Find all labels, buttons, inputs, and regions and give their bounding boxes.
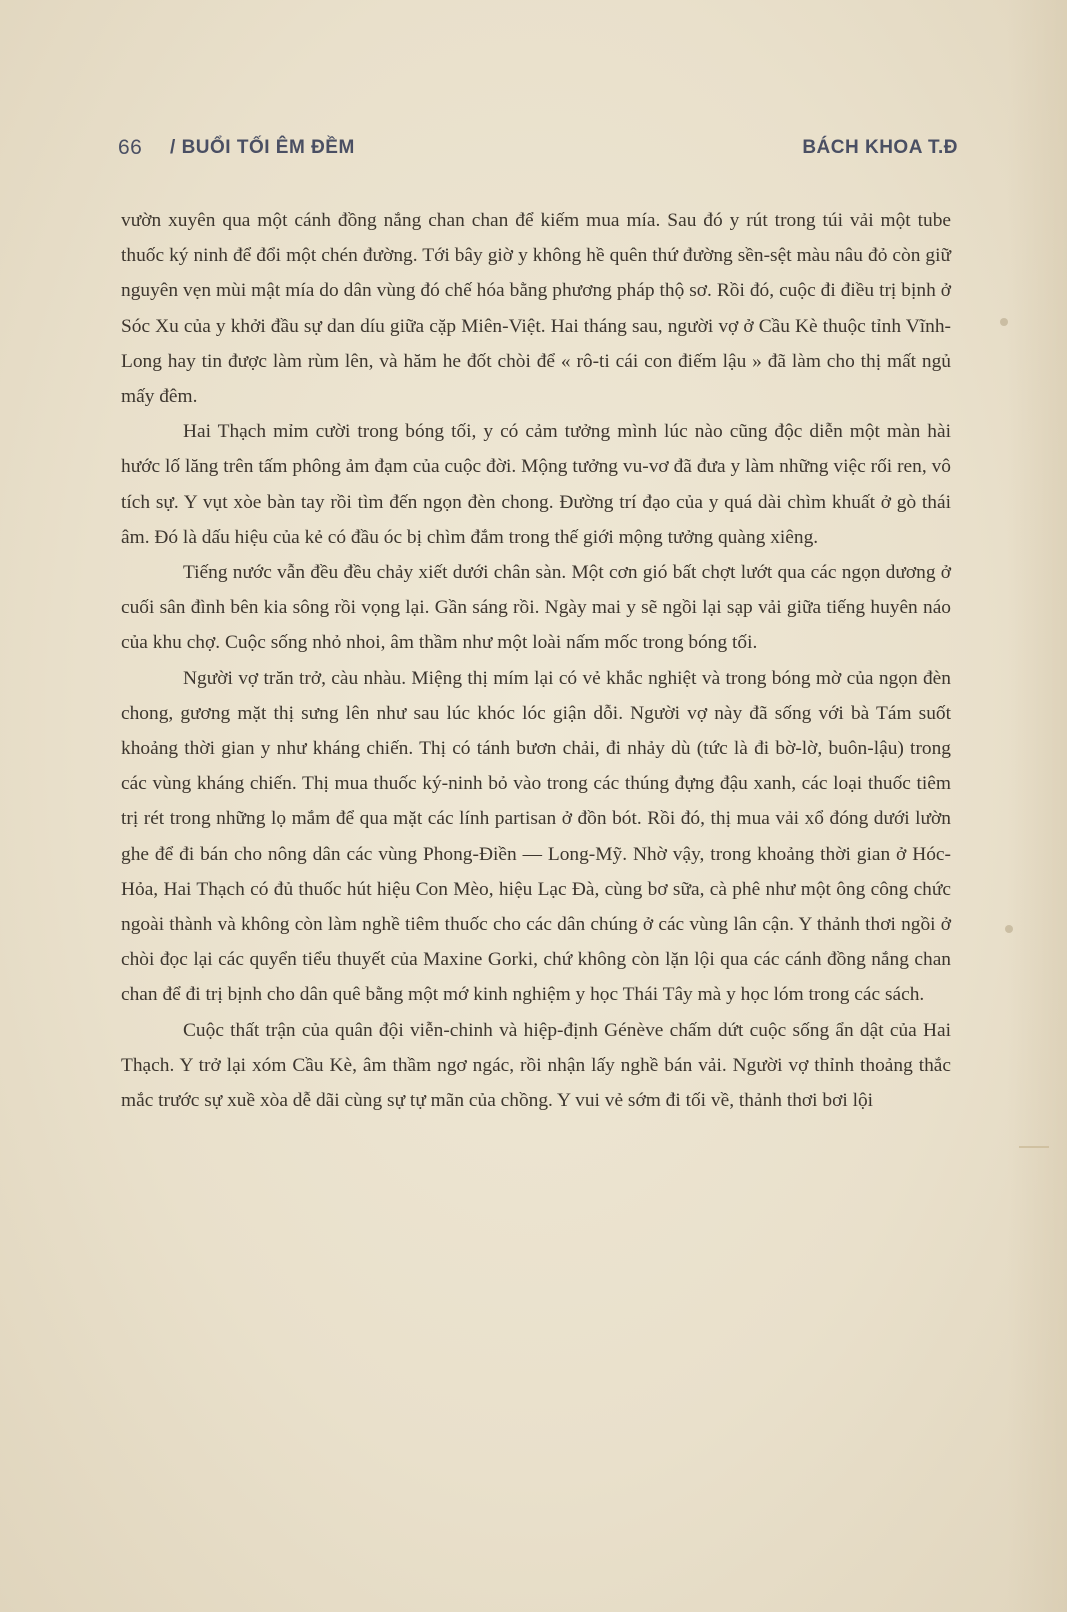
paragraph: Hai Thạch mỉm cười trong bóng tối, y có cảm tưởng mình lúc nào cũng độc diễn một màn hài hước lố lăng trên tấm phông ảm đạm của cuộc đời. Mộng tưởng vu-vơ đã đưa y làm những việc rối ren, vô tích sự. Y vụt xòe bàn tay rồi tìm đến ngọn đèn chong. Đường trí đạo của y quá dài chìm khuất ở gò thái âm. Đó là dấu hiệu của kẻ có đầu óc bị chìm đắm trong thế giới mộng tưởng quàng xiêng. [121,421,951,548]
paragraph: Tiếng nước vẫn đều đều chảy xiết dưới chân sàn. Một cơn gió bất chợt lướt qua các ngọn dương ở cuối sân đình bên kia sông rồi vọng lại. Gần sáng rồi. Ngày mai y sẽ ngồi lại sạp vải giữa tiếng huyên náo của khu chợ. Cuộc sống nhỏ nhoi, âm thầm như một loài nấm mốc trong bóng tối. [121,562,951,654]
magazine-name: BÁCH KHOA T.Đ [802,137,958,158]
running-title [170,137,355,159]
page-number: 66 [118,136,143,159]
page-edge-shading [1007,0,1067,1612]
paragraph: Cuộc thất trận của quân đội viễn-chinh và hiệp-định Génève chấm dứt cuộc sống ẩn dật của Hai Thạch. Y trở lại xóm Cầu Kè, âm thầm ngơ ngác, rồi nhận lấy nghề bán vải. Người vợ thỉnh thoảng thắc mắc trước sự xuề xòa dễ dãi cùng sự tự mãn của chồng. Y vui vẻ sớm đi tối về, thảnh thơi bơi lội [121,1019,951,1112]
paper-tear-mark [1019,1130,1049,1148]
paragraph: Người vợ trăn trở, càu nhàu. Miệng thị mím lại có vẻ khắc nghiệt và trong bóng mờ của ngọn đèn chong, gương mặt thị sưng lên như sau lúc khóc lóc giận dỗi. Người vợ này đã sống với bà Tám suốt khoảng thời gian y như kháng chiến. Thị có tánh bươn chải, đi nhảy dù (tức là đi bờ-lờ, buôn-lậu) trong các vùng kháng chiến. Thị mua thuốc ký-ninh bỏ vào trong các thúng đựng đậu xanh, các loại thuốc tiêm trị rét trong những lọ mắm để qua mặt các lính partisan ở đồn bót. Rồi đó, thị mua vải xổ đóng dưới lườn ghe để đi bán cho nông dân các vùng Phong-Điền — Long-Mỹ. Nhờ vậy, trong khoảng thời gian ở Hóc-Hỏa, Hai Thạch có đủ thuốc hút hiệu Con Mèo, hiệu Lạc Đà, cùng bơ sữa, cà phê như một ông công chức ngoài thành và không còn làm nghề tiêm thuốc cho các dân chúng ở các vùng lân cận. Y thảnh thơi ngồi ở chòi đọc lại các quyển tiểu thuyết của Maxine Gorki, chứ không còn lặn lội qua các cánh đồng nắng chan chan để đi trị bịnh cho dân quê bằng một mớ kinh nghiệm y học Thái Tây mà y học lóm trong các sách. [121,667,951,1006]
running-header [118,136,958,166]
header-separator: / [170,137,176,158]
story-title: BUỔI TỐI ÊM ĐỀM [181,137,355,158]
paper-spot [1000,318,1008,326]
paragraph: vườn xuyên qua một cánh đồng nắng chan chan để kiếm mua mía. Sau đó y rút trong túi vải một tube thuốc ký ninh để đổi một chén đường. Tới bây giờ y không hề quên thứ đường sền-sệt màu nâu đỏ còn giữ nguyên vẹn mùi mật mía do dân vùng đó chế hóa bằng phương pháp thộ sơ. Rồi đó, cuộc đi điều trị bịnh ở Sóc Xu của y khởi đầu sự dan díu giữa cặp Miên-Việt. Hai tháng sau, người vợ ở Cầu Kè thuộc tỉnh Vĩnh-Long hay tin được làm rùm lên, và hăm he đốt chòi để « rô-ti cái con điếm lậu » đã làm cho thị mất ngủ mấy đêm. [121,210,951,408]
paper-spot [1005,925,1013,933]
article-body [121,203,951,1118]
